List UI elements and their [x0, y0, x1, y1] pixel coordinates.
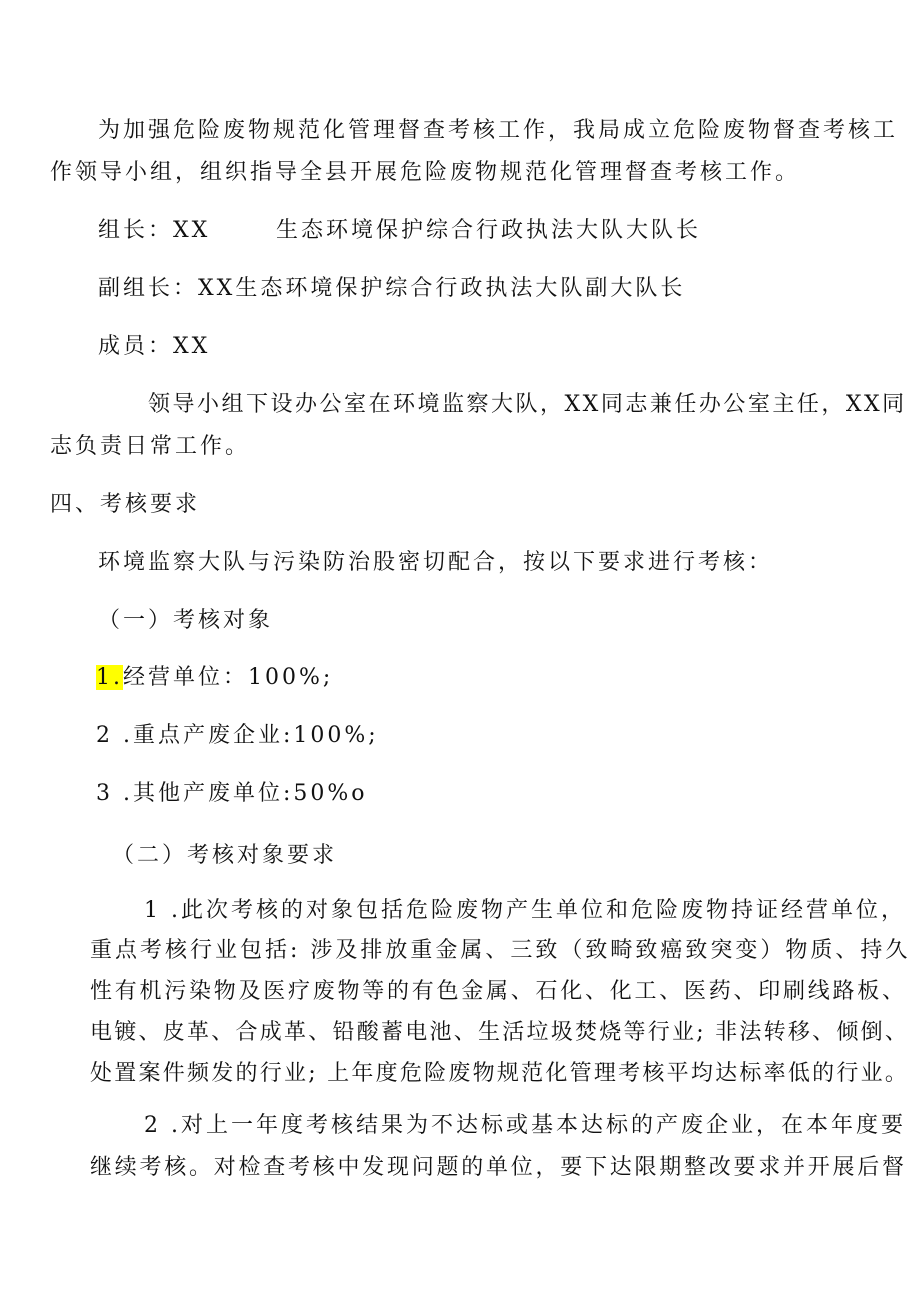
paragraph-1-line: 1 .此次考核的对象包括危险废物产生单位和危险废物持证经营单位，	[144, 898, 906, 923]
paragraph-1-line: 处置案件频发的行业; 上年度危险废物规范化管理考核平均达标率低的行业。	[90, 1061, 910, 1086]
paragraph-1-line: 重点考核行业包括: 涉及排放重金属、三致（致畸致癌致突变）物质、持久	[90, 938, 911, 963]
list-item	[96, 723, 379, 749]
highlighted-number: 1.	[96, 665, 123, 690]
office-line-2: 志负责日常工作。	[50, 434, 251, 459]
leader-label: 组长：XX	[98, 218, 211, 243]
list-item-text: 重点产废企业:100%;	[132, 723, 379, 748]
deputy-leader: 副组长：XX生态环境保护综合行政执法大队副大队长	[98, 276, 686, 301]
intro-line-1: 为加强危险废物规范化管理督查考核工作，我局成立危险废物督查考核工	[98, 118, 899, 143]
section-heading: 四、考核要求	[50, 492, 201, 517]
office-line-1: 领导小组下设办公室在环境监察大队，XX同志兼任办公室主任，XX同	[148, 392, 907, 417]
list-item-text: 经营单位：100%;	[123, 665, 334, 690]
paragraph-1-line: 电镀、皮革、合成革、铅酸蓄电池、生活垃圾焚烧等行业; 非法转移、倾倒、	[90, 1020, 910, 1045]
intro-line-2: 作领导小组，组织指导全县开展危险废物规范化管理督查考核工作。	[50, 160, 801, 185]
subsection-2-heading: （二）考核对象要求	[112, 843, 338, 868]
paragraph-1-line: 性有机污染物及医疗废物等的有色金属、石化、化工、医药、印刷线路板、	[90, 979, 907, 1004]
members: 成员：XX	[98, 334, 211, 359]
list-item	[96, 781, 368, 807]
paragraph-2-line: 2 .对上一年度考核结果为不达标或基本达标的产废企业，在本年度要	[144, 1113, 906, 1138]
leader-title: 生态环境保护综合行政执法大队大队长	[276, 218, 702, 243]
subsection-1-heading: （一）考核对象	[98, 608, 274, 633]
list-item-number: 3 .	[96, 781, 133, 806]
section-intro: 环境监察大队与污染防治股密切配合，按以下要求进行考核：	[98, 550, 774, 575]
list-item-text: 其他产废单位:50%o	[132, 781, 368, 806]
list-item-number: 2 .	[96, 723, 133, 748]
list-item	[96, 665, 333, 691]
paragraph-2-line: 继续考核。对检查考核中发现问题的单位，要下达限期整改要求并开展后督	[90, 1155, 907, 1180]
